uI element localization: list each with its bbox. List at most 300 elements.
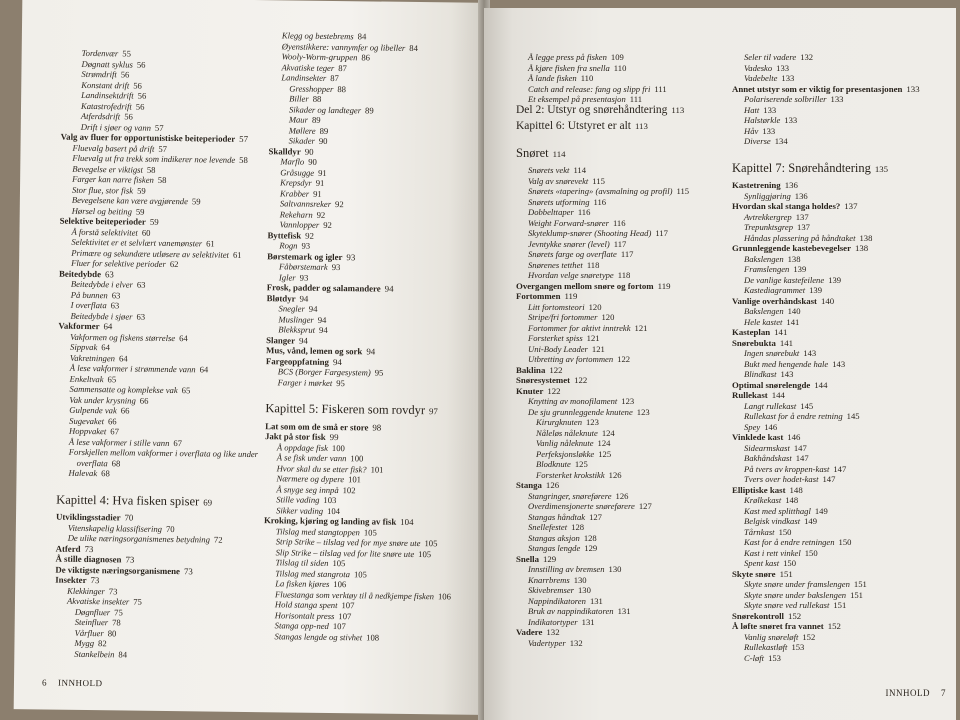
toc-entry [516,333,726,344]
entry-page-number: 130 [577,585,591,595]
entry-title: Snørets «tapering» (avsmalning og profil) [528,186,673,196]
toc-entry [732,600,952,611]
entry-title: Jevntykke snører (level) [528,238,610,249]
entry-page-number: 125 [598,448,612,459]
entry-title: Overdimensjonerte snøreførere [528,501,635,511]
toc-entry [516,564,726,575]
entry-page-number: 89 [319,125,329,136]
entry-title: Døgnfluer [74,606,111,617]
entry-title: Sikader [288,135,315,146]
entry-page-number: 84 [357,31,367,42]
entry-title: Stangringer, snøreførere [528,490,612,501]
entry-page-number: 137 [844,201,858,211]
entry-title: La fisken kjøres [275,578,330,589]
entry-title: Snørebukta [732,337,776,348]
entry-title: Skyte snøre [732,568,776,579]
toc-entry [516,344,726,355]
entry-title: Blindkast [744,369,777,379]
entry-page-number: 92 [335,199,344,210]
toc-entry [516,627,726,638]
entry-page-number: 144 [771,390,785,400]
entry-page-number: 105 [363,526,377,538]
entry-page-number: 103 [323,494,337,506]
entry-page-number: 101 [370,463,384,475]
entry-page-number: 90 [308,156,317,167]
toc-entry [732,212,952,223]
entry-title: Klekkinger [67,585,105,596]
entry-title: Snellefestet [528,522,568,532]
entry-title: Skivebremser [528,585,574,595]
entry-page-number: 69 [203,496,213,508]
entry-page-number: 110 [613,62,627,73]
entry-title: Rullekast for å endre retning [744,411,843,421]
entry-title: Annet utstyr som er viktig for presentasjonen [732,83,903,94]
entry-title: Fluestanga som verktøy til å nedkjempe fisken [275,588,435,601]
entry-page-number: 100 [331,442,345,453]
entry-title: Primære og sekundære utløsere av selektivitet [71,247,230,260]
toc-entry [732,495,952,506]
entry-page-number: 67 [110,426,119,437]
toc-entry [732,115,952,126]
entry-page-number: 146 [764,421,778,432]
toc-entry [732,506,952,517]
entry-title: Atferdsdrift [80,110,121,122]
toc-entry [516,365,726,376]
entry-page-number: 84 [409,42,418,53]
entry-page-number: 73 [183,565,193,576]
entry-page-number: 133 [830,94,844,104]
entry-page-number: 64 [179,332,188,343]
entry-page-number: 92 [316,209,326,220]
entry-title: Hvor skal du se etter fisk? [276,462,367,474]
toc-entry [266,377,476,390]
entry-page-number: 151 [833,600,847,610]
toc-entry [516,270,726,281]
entry-page-number: 107 [338,610,352,621]
entry-page-number: 126 [608,469,622,480]
entry-title: Bukt med hengende hale [744,358,829,369]
toc-entry [732,443,952,454]
toc-entry [516,228,726,239]
entry-title: Kasteplan [732,327,771,337]
entry-title: Lat som om de små er store [265,420,369,432]
entry-title: Rullekast [732,390,768,400]
entry-page-number: 93 [331,261,341,273]
entry-page-number: 66 [139,395,149,406]
toc-entry [732,653,952,664]
entry-title: Drift i sjøer og vann [80,121,152,133]
entry-title: Kapittel 7: Snørehåndtering [732,160,871,175]
entry-page-number: 63 [136,279,146,290]
entry-title: Bakslengen [744,253,784,264]
entry-page-number: 63 [104,268,114,279]
entry-page-number: 135 [874,163,889,174]
entry-page-number: 113 [634,121,648,131]
entry-title: Mygg [74,637,95,649]
entry-page-number: 95 [374,367,384,378]
entry-title: Sammensatte og komplekse vak [69,383,178,396]
toc-entry [732,233,952,244]
entry-title: Vanlig snøreløft [744,631,799,642]
entry-page-number: 60 [141,227,151,238]
entry-page-number: 125 [574,459,588,469]
entry-title: Krepsdyr [280,177,312,188]
entry-page-number: 99 [329,431,339,443]
toc-entry [732,390,952,401]
toc-entry [732,527,952,538]
toc-entry [732,380,952,391]
entry-page-number: 86 [361,52,371,63]
toc-entry [516,470,726,481]
entry-title: Atferd [55,543,81,554]
entry-page-number: 94 [332,356,342,367]
entry-title: Selektivitet er et selvlært vanemønster [71,236,203,249]
toc-entry [516,491,726,502]
toc-entry [732,285,952,296]
entry-title: Fluevalg basert på drift [72,142,155,154]
entry-page-number: 122 [617,354,631,364]
entry-page-number: 107 [332,621,346,632]
entry-title: Akvatiske insekter [66,595,130,607]
entry-page-number: 94 [299,293,309,304]
entry-page-number: 124 [601,427,615,438]
entry-page-number: 151 [850,589,863,600]
toc-entry [516,197,726,208]
entry-page-number: 145 [846,411,860,421]
toc-entry [732,548,952,559]
entry-page-number: 73 [125,554,135,565]
entry-page-number: 110 [580,73,594,83]
toc-entry [732,73,952,84]
entry-page-number: 119 [657,280,671,291]
entry-title: Byttefisk [267,229,302,241]
entry-page-number: 89 [365,104,374,115]
entry-title: Hvordan velge snøretype [528,270,614,280]
toc-entry [732,191,952,202]
entry-title: Øyenstikkere: vannymfer og libeller [281,40,406,53]
entry-title: Vadere [516,627,543,637]
left-page [14,0,489,715]
toc-entry [732,516,952,527]
entry-page-number: 134 [774,136,788,146]
entry-title: Langt rullekast [744,400,797,411]
entry-page-number: 70 [124,512,134,523]
entry-page-number: 150 [778,526,792,537]
chapter-heading [516,105,726,116]
entry-title: Blekksprut [278,324,316,335]
entry-title: Litt fortomsteori [528,301,585,312]
entry-title: Bevegelse er viktigst [72,163,143,175]
entry-page-number: 124 [597,438,611,448]
toc-entry [732,338,952,349]
entry-title: Sippvak [70,341,98,353]
entry-title: Tilslag til siden [275,557,329,568]
toc-entry [732,422,952,433]
entry-page-number: 87 [330,72,339,84]
entry-page-number: 136 [784,180,798,190]
entry-title: Weight Forward-snører [528,217,609,228]
entry-title: Strømdrift [81,68,117,80]
toc-entry [732,569,952,580]
entry-title: Vakformer [58,320,100,332]
entry-page-number: 80 [107,627,117,638]
entry-title: Snørekontroll [732,610,784,621]
toc-entry [516,323,726,334]
entry-title: Dobbelttaper [528,207,574,217]
entry-page-number: 120 [601,312,615,322]
entry-page-number: 149 [814,505,828,516]
toc-entry [516,386,726,397]
entry-page-number: 114 [552,148,566,159]
toc-entry [516,480,726,491]
entry-page-number: 152 [827,621,841,631]
toc-entry [732,243,952,254]
entry-page-number: 151 [779,568,793,579]
entry-title: Spey [744,421,761,432]
toc-entry [732,126,952,137]
entry-title: Akvatiske teger [281,61,335,73]
toc-entry [732,611,952,622]
toc-entry [732,348,952,359]
entry-page-number: 84 [118,648,128,660]
entry-page-number: 133 [763,104,777,115]
entry-title: Vakformen og fiskens størrelse [70,331,176,343]
entry-title: Tvers over hodet-kast [744,474,819,484]
entry-page-number: 139 [809,285,822,295]
entry-page-number: 94 [298,335,308,346]
footer-label: INNHOLD [885,688,930,698]
entry-page-number: 123 [621,396,635,406]
toc-entry [516,354,726,365]
entry-page-number: 91 [318,167,327,178]
entry-page-number: 64 [101,342,110,353]
footer-label: INNHOLD [57,677,103,689]
entry-page-number: 122 [549,364,563,375]
entry-page-number: 64 [118,352,128,363]
toc-entry [516,52,726,63]
toc-entry [732,264,952,275]
entry-page-number: 64 [199,364,209,375]
entry-page-number: 105 [418,548,432,559]
entry-page-number: 140 [787,306,801,316]
entry-page-number: 111 [629,94,643,104]
entry-page-number: 137 [797,222,810,232]
entry-title: Horisontalt press [274,609,335,621]
toc-entry [516,407,726,418]
entry-page-number: 105 [424,538,438,549]
entry-page-number: 57 [158,143,168,154]
entry-page-number: 75 [114,606,123,617]
entry-title: Gresshopper [289,82,334,94]
toc-entry [516,218,726,229]
entry-title: Diverse [744,136,771,146]
entry-page-number: 114 [573,165,587,175]
entry-title: C-løft [744,652,765,663]
entry-page-number: 132 [569,637,583,648]
entry-title: Landinsekter [281,72,327,83]
entry-title: Selektive beiteperioder [59,215,146,227]
entry-page-number: 56 [137,90,147,101]
toc-entry [732,306,952,317]
entry-page-number: 140 [820,295,835,306]
toc-entry [54,648,254,661]
toc-entry [516,260,726,271]
entry-title: Perfeksjonsløkke [536,448,595,459]
entry-page-number: 122 [574,375,588,385]
entry-page-number: 105 [332,558,346,569]
entry-page-number: 67 [173,437,183,448]
entry-title: Slanger [266,334,296,346]
entry-page-number: 73 [84,543,94,554]
toc-entry [516,638,726,649]
entry-page-number: 100 [350,453,364,464]
entry-page-number: 59 [149,216,159,227]
toc-entry [516,522,726,533]
entry-title: På bunnen [70,289,108,300]
entry-page-number: 65 [107,373,117,384]
entry-title: Katastrofedrift [80,100,132,112]
entry-title: Snøret [516,145,549,160]
entry-title: Å løfte snøret fra vannet [732,621,824,631]
entry-page-number: 143 [780,369,794,379]
entry-page-number: 153 [791,642,805,652]
entry-title: Vannlopper [279,219,320,230]
entry-page-number: 128 [583,532,597,543]
entry-page-number: 82 [97,638,107,649]
entry-title: Sidearmskast [744,442,790,453]
entry-page-number: 150 [838,537,852,547]
entry-page-number: 55 [122,48,131,59]
entry-title: Farger kan narre fisken [72,173,154,185]
entry-page-number: 63 [110,300,120,311]
entry-title: Kirurgknuten [536,417,582,427]
entry-page-number: 94 [317,314,327,325]
entry-page-number: 141 [786,316,800,327]
entry-title: Spent kast [744,558,780,568]
toc-entry [263,631,473,644]
entry-page-number: 63 [111,289,121,300]
entry-title: Stangas aksjon [528,532,580,543]
chapter-heading [516,145,726,160]
toc-entry [732,275,952,286]
entry-page-number: 59 [191,196,201,207]
entry-page-number: 65 [181,385,191,396]
entry-page-number: 150 [804,547,818,558]
entry-title: Å lese vakformer i stille vann [68,436,170,448]
entry-page-number: 57 [239,133,249,144]
entry-page-number: 115 [676,186,690,196]
entry-page-number: 94 [319,324,328,335]
toc-entry [516,312,726,323]
entry-title: Halstørkle [744,115,781,125]
toc-entry [732,401,952,412]
entry-title: Fluevalg ut fra trekk som indikerer noe levende [72,152,236,165]
entry-page-number: 58 [146,164,156,175]
entry-title: Kast med splitthagl [744,505,811,516]
entry-title: Synliggjøring [744,190,791,201]
entry-page-number: 117 [613,238,627,249]
entry-page-number: 133 [784,115,798,125]
entry-title: Beitedybde [58,268,102,279]
entry-title: Indikatortyper [528,616,578,627]
entry-title: Stangas håndtak [528,511,586,522]
entry-title: Krølkekast [744,495,782,505]
entry-page-number: 139 [828,274,842,285]
entry-title: Sikader og landteger [288,103,362,115]
entry-page-number: 109 [610,52,624,62]
entry-page-number: 137 [795,211,809,222]
entry-title: Stanga opp-ned [274,620,329,631]
toc-entry [732,94,952,105]
entry-title: Bevegelsene kan være avgjørende [71,194,188,207]
entry-title: Frosk, padder og salamandere [266,282,381,294]
entry-title: Hele kastet [744,316,783,327]
entry-title: Valg av snørevekt [528,175,589,186]
entry-title: Å oppdage fisk [276,441,329,453]
entry-page-number: 143 [832,358,846,369]
entry-title: Tårnkast [744,526,775,537]
entry-title: Sikker vading [276,504,324,516]
entry-title: overflata [76,457,108,468]
entry-page-number: 126 [615,490,629,501]
entry-page-number: 149 [804,516,817,526]
entry-title: Skyte snøre ved rullekast [744,600,830,610]
entry-page-number: 141 [774,327,788,337]
toc-entry [516,428,726,439]
entry-title: Vanlig nåleknute [536,438,594,448]
entry-title: Hatt [744,104,760,115]
entry-title: Snørets utforming [528,196,590,207]
page-footer [886,688,947,698]
toc-entry [732,464,952,475]
entry-page-number: 93 [299,272,309,283]
entry-page-number: 121 [591,343,605,354]
entry-title: Å se fisk under vann [276,452,347,464]
toc-entry [732,63,952,74]
toc-entry [516,575,726,586]
entry-page-number: 58 [239,154,248,165]
entry-title: Snøresystemet [516,375,571,385]
entry-title: Bløtdyr [266,292,296,304]
entry-title: Stanga [516,480,542,490]
entry-title: Marflo [280,156,305,167]
entry-title: Grunnleggende kastebevegelser [732,243,851,253]
entry-title: Rogn [279,240,298,251]
toc-entry [732,84,952,95]
entry-title: Håndas plassering på håndtaket [744,232,856,243]
entry-title: Valg av fluer for opportunistiske beiteperioder [60,131,236,144]
toc-entry [516,281,726,292]
right-page [484,8,956,720]
entry-title: Vak under krysning [69,394,136,406]
entry-page-number: 120 [588,301,602,312]
entry-title: Snørets vekt [528,165,570,175]
toc-entry [516,63,726,74]
entry-page-number: 148 [789,484,803,495]
entry-page-number: 92 [323,219,332,230]
toc-column [263,30,480,644]
entry-title: Trepunktsgrep [744,222,794,232]
toc-entry [516,533,726,544]
entry-page-number: 127 [638,501,652,511]
entry-page-number: 62 [169,259,179,270]
toc-entry [732,254,952,265]
entry-page-number: 148 [785,495,799,505]
entry-title: Bakhåndskast [744,453,792,463]
entry-page-number: 104 [327,505,341,516]
entry-page-number: 116 [593,196,607,207]
entry-title: Stor flue, stor fisk [71,184,134,196]
